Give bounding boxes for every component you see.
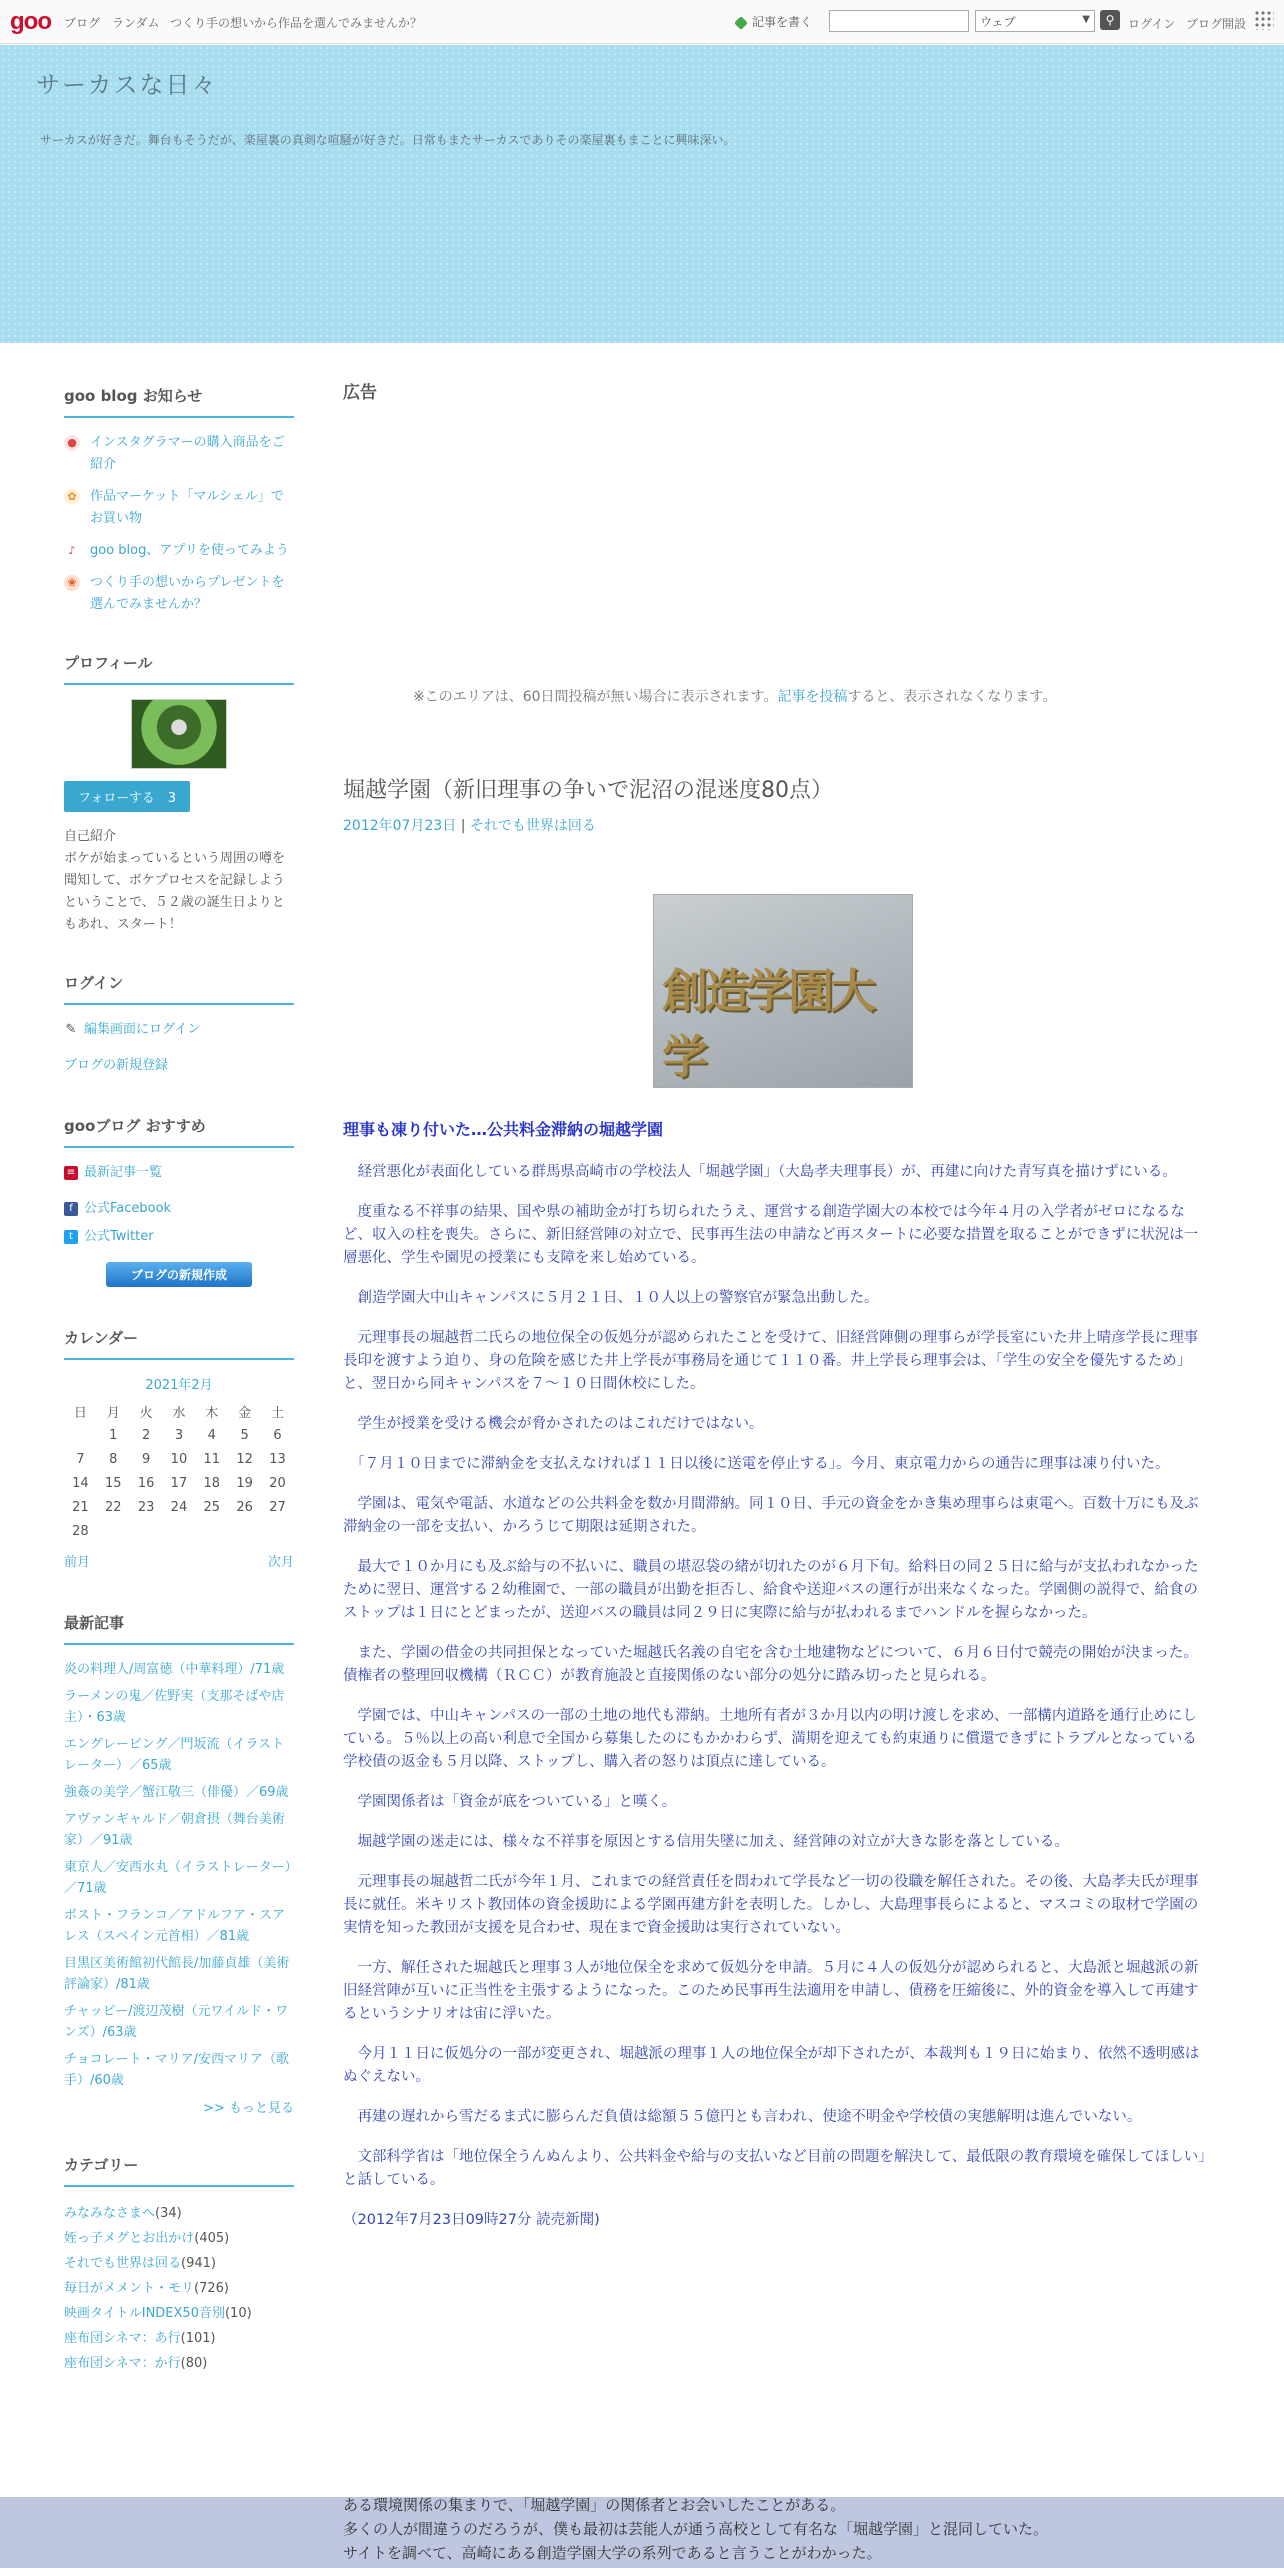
calendar-table — [64, 1399, 294, 1543]
profile-avatar[interactable] — [131, 699, 227, 769]
category-item — [64, 2251, 294, 2276]
article-paragraph: 学園は、電気や電話、水道などの公共料金を数か月間滞納。同１０日、手元の資金をかき集め理事らは東電へ。百数十万にも及ぶ滞納金の一部を支払い、かろうじて期限は延期された。 — [343, 1496, 1199, 1535]
ad-notice-prefix: ※このエリアは、60日間投稿が無い場合に表示されます。 — [413, 689, 778, 705]
nav-random-link[interactable]: ランダム — [112, 16, 160, 30]
category-item — [64, 2276, 294, 2301]
article-paragraph: （2012年7月23日09時27分 読売新聞) — [343, 2212, 600, 2228]
pen-icon — [734, 16, 748, 30]
ad-notice-suffix: すると、表示されなくなります。 — [847, 689, 1057, 705]
calendar-week — [64, 1495, 294, 1519]
gift-icon: ❀ — [64, 575, 80, 591]
article-photo[interactable] — [653, 894, 913, 1088]
calendar-day — [163, 1519, 196, 1543]
article-paragraph: 元理事長の堀越哲二氏らの地位保全の仮処分が認められたことを受けて、旧経営陣側の理事らが学長室にいた井上晴彦学長に理事長印を渡すよう迫り、身の危険を感じた井上学長が事務局を通じて１１０番。井上学長ら理事会は、「学生の安全を優先するため」と、翌日から同キャンパスを７～１０日間休校にした。 — [343, 1330, 1199, 1392]
category-item — [64, 2226, 294, 2251]
category-count: (34) — [155, 2206, 182, 2221]
calendar-prev-link[interactable]: 前月 — [64, 1555, 91, 1570]
calendar-day: 17 — [170, 1475, 188, 1491]
nav-blog-link[interactable]: ブログ — [64, 16, 101, 30]
article-date-link[interactable]: 2012年07月23日 — [343, 818, 457, 834]
blog-header — [0, 45, 1284, 343]
calendar-week — [64, 1519, 294, 1543]
goo-topbar — [0, 0, 1284, 44]
ad-notice — [413, 686, 1056, 706]
latest-articles-label[interactable]: 最新記事一覧 — [84, 1165, 163, 1180]
calendar-day — [130, 1519, 163, 1543]
article-paragraph: 文部科学省は「地位保全うんぬんより、公共料金や給与の支払いなど目前の問題を解決して、最低限の教育環境を確保してほしい」と話している。 — [343, 2149, 1206, 2188]
profile-intro-text: ボケが始まっているという周囲の噂を聞知して、ボケプロセスを記録しようということで、５２歳の誕生日よりともあれ、スタート！ — [64, 851, 286, 932]
category-item — [64, 2201, 294, 2226]
meta-separator: | — [456, 818, 470, 834]
recent-article-link[interactable]: 炎の料理人/周富徳（中華料理）/71歳 — [64, 1662, 285, 1677]
calendar-day: 9 — [141, 1451, 151, 1467]
category-item — [64, 2301, 294, 2326]
calendar-day: 21 — [72, 1499, 89, 1515]
article-meta — [343, 815, 596, 835]
article-paragraph: 創造学園大中山キャンパスに５月２１日、１０人以上の警察官が緊急出動した。 — [343, 1290, 879, 1306]
calendar-week — [64, 1447, 294, 1471]
commentary-line: ある環境関係の集まりで、「堀越学園」の関係者とお会いしたことがある。 — [343, 2496, 846, 2514]
follow-button[interactable]: フォローする 3 — [64, 781, 190, 812]
weekday-header: 月 — [106, 1405, 120, 1421]
category-link[interactable]: みなみなさまへ — [64, 2206, 156, 2221]
category-list — [64, 2201, 294, 2376]
category-link[interactable]: 姪っ子メグとお出かけ — [64, 2231, 195, 2246]
weekday-header: 火 — [139, 1405, 153, 1421]
goo-icon: ≡ — [64, 1166, 78, 1180]
recent-article-link[interactable]: アヴァンギャルド／朝倉摂（舞台美術家）／91歳 — [64, 1812, 285, 1848]
blog-title[interactable]: サーカスな日々 — [36, 71, 218, 99]
chevron-down-icon: ▼ — [1082, 14, 1090, 25]
calendar-day — [64, 1423, 97, 1447]
article-paragraph: 学生が授業を受ける機会が脅かされたのはこれだけではない。 — [343, 1416, 764, 1432]
calendar-day: 11 — [203, 1451, 221, 1467]
ad-heading: 広告 — [343, 383, 377, 403]
article-paragraph: 今月１１日に仮処分の一部が変更され、堀越派の理事１人の地位保全が却下されたが、本裁判も１９日に始まり、依然不透明感はぬぐえない。 — [343, 2046, 1200, 2085]
category-link[interactable]: 毎日がメメント・モリ — [64, 2281, 195, 2296]
recent-heading: 最新記事 — [64, 1612, 294, 1645]
main-content — [343, 378, 1209, 2228]
write-article-label: 記事を書く — [752, 15, 813, 29]
calendar-day: 24 — [170, 1499, 188, 1515]
category-count: (726) — [194, 2281, 229, 2296]
calendar-day: 18 — [203, 1475, 221, 1491]
create-blog-button[interactable]: ブログの新規作成 — [106, 1262, 252, 1287]
calendar-day: 3 — [174, 1427, 184, 1443]
calendar-week — [64, 1471, 294, 1495]
recent-article-link[interactable]: ボスト・フランコ／アドルフア・スアレス（スペイン元首相）／81歳 — [64, 1908, 286, 1944]
notice-item-label[interactable]: インスタグラマーの購入商品をご紹介 — [90, 435, 285, 472]
weekday-header: 日 — [73, 1405, 87, 1421]
edit-login-link[interactable] — [64, 1019, 294, 1041]
profile-heading: プロフィール — [64, 652, 294, 685]
facebook-label[interactable]: 公式Facebook — [84, 1201, 172, 1216]
calendar-week — [64, 1423, 294, 1447]
post-article-link[interactable]: 記事を投稿 — [777, 689, 848, 705]
category-count: (101) — [180, 2331, 216, 2346]
calendar-day: 22 — [104, 1499, 122, 1515]
article-paragraph: 再建の遅れから雪だるま式に膨らんだ負債は総額５５億円とも言われ、使途不明金や学校債の実態解明は進んでいない。 — [343, 2109, 1142, 2125]
article-paragraph: 学園関係者は「資金が底をついている」と嘆く。 — [343, 1794, 677, 1810]
calendar-next-link[interactable]: 次月 — [267, 1555, 294, 1570]
calendar-heading: カレンダー — [64, 1327, 294, 1360]
apps-grid-icon[interactable] — [1254, 10, 1274, 30]
nav-creators-link[interactable]: つくり手の想いから作品を選んでみませんか？ — [170, 16, 423, 30]
article-paragraph: 「７月１０日までに滞納金を支払えなければ１１日以後に送電を停止する」。今月、東京電力からの通告に理事は凍り付いた。 — [343, 1456, 1170, 1472]
calendar-day: 10 — [170, 1451, 188, 1467]
article-paragraph: 堀越学園の迷走には、様々な不祥事を原因とする信用失墜に加え、経営陣の対立が大きな影を落としている。 — [343, 1834, 1069, 1850]
category-count: (941) — [181, 2256, 216, 2271]
calendar-day: 12 — [236, 1451, 253, 1467]
search-scope-select[interactable] — [975, 10, 1095, 32]
calendar-day — [97, 1519, 130, 1543]
recent-article-link[interactable]: チョコレート・マリア/安西マリア（歌手）/60歳 — [64, 2052, 289, 2088]
calendar-day: 16 — [137, 1475, 155, 1491]
login-heading: ログイン — [64, 972, 294, 1005]
camera-icon: ● — [64, 435, 80, 451]
weekday-header: 金 — [238, 1405, 252, 1421]
calendar-month: 2021年2月 — [145, 1378, 213, 1393]
notice-item-label[interactable]: 作品マーケット「マルシェル」でお買い物 — [90, 489, 284, 526]
calendar-day — [261, 1519, 294, 1543]
calendar-day: 20 — [269, 1475, 286, 1491]
article-title[interactable]: 堀越学園（新旧理事の争いで泥沼の混迷度80点） — [343, 778, 833, 803]
twitter-link[interactable] — [64, 1226, 294, 1248]
calendar-day: 5 — [240, 1427, 249, 1443]
calendar-day — [228, 1519, 261, 1543]
calendar-day — [195, 1519, 228, 1543]
latest-articles-link[interactable] — [64, 1162, 294, 1184]
calendar-day: 23 — [137, 1499, 155, 1515]
calendar-day: 15 — [104, 1475, 122, 1491]
search-input[interactable] — [829, 10, 969, 32]
calendar-day: 25 — [203, 1499, 221, 1515]
article-paragraph: 元理事長の堀越哲二氏が今年１月、これまでの経営責任を問われて学長など一切の役職を解任された。その後、大島孝夫氏が理事長に就任。米キリスト教団体の資金援助による学園再建方針を表明した。しかし、大島理事長らによると、マスコミの取材で学園の実情を知った教団が支援を見合わせ、現在まで資金援助は実行されていない。 — [343, 1874, 1199, 1936]
article-headline: 理事も凍り付いた…公共料金滞納の堀越学園 — [343, 1120, 664, 1139]
category-link[interactable]: 座布団シネマ：あ行 — [64, 2331, 181, 2346]
recent-article-link[interactable]: 東京人／安西水丸（イラストレーター）／71歳 — [64, 1860, 292, 1896]
article-paragraph: 学園では、中山キャンパスの一部の土地の地代も滞納。土地所有者が３か月以内の明け渡しを求め、一部構内道路を通行止めにしている。５％以上の高い利息で全国から募集したのにもかかわらず、満期を迎えても約束通りに償還できずにトラブルとなっている学校債の返金も５月以降、ストップし、購入者の怒りは頂点に達している。 — [343, 1708, 1197, 1770]
category-heading: カテゴリー — [64, 2154, 294, 2187]
blog-description: サーカスが好きだ。舞台もそうだが、楽屋裏の真剣な喧騒が好きだ。日常もまたサーカスでありその楽屋裏もまことに興味深い。 — [40, 133, 736, 147]
recent-article-link[interactable]: チャッピー/渡辺茂樹（元ワイルド・ワンズ）/63歳 — [64, 2004, 289, 2040]
open-blog-link[interactable]: ブログ開設 — [1186, 17, 1247, 31]
photo-sign-text: 創造学園大学 — [662, 964, 872, 1084]
music-note-icon: ♪ — [68, 544, 76, 557]
weekday-header: 水 — [172, 1405, 186, 1421]
category-link[interactable]: 座布団シネマ：か行 — [64, 2356, 181, 2371]
article-commentary — [343, 2493, 1209, 2565]
category-count: (80) — [180, 2356, 208, 2371]
commentary-line: サイトを調べて、高崎にある創造学園大学の系列であると言うことがわかった。 — [343, 2544, 882, 2562]
notice-heading: goo blog お知らせ — [64, 385, 294, 418]
weekday-header: 土 — [271, 1405, 285, 1421]
notice-item[interactable] — [64, 540, 294, 562]
calendar-day: 6 — [273, 1427, 282, 1443]
article-paragraph: 度重なる不祥事の結果、国や県の補助金が打ち切られたうえ、運営する創造学園大の本校では今年４月の入学者がゼロになるなど、収入の柱を喪失。さらに、新旧経営陣の対立で、民事再生法の申請など再スタートに必要な措置を取ることができずに状況は一層悪化、学生や園児の授業にも支障を来し始めている。 — [343, 1204, 1199, 1266]
category-item — [64, 2326, 294, 2351]
write-article-button[interactable] — [734, 13, 812, 30]
category-count: (10) — [224, 2306, 252, 2321]
edit-login-label[interactable]: 編集画面にログイン — [84, 1022, 201, 1037]
recent-article-link[interactable]: 強姦の美学／蟹江敬三（俳優）／69歳 — [64, 1785, 289, 1800]
more-articles-link[interactable]: >> もっと見る — [203, 2101, 294, 2116]
category-count: (405) — [194, 2231, 230, 2246]
profile-intro-label: 自己紹介 — [64, 829, 117, 844]
notice-item-label[interactable]: goo blog、アプリを使ってみよう — [90, 543, 289, 558]
twitter-icon: t — [64, 1230, 78, 1244]
recent-article-link[interactable]: ラーメンの鬼／佐野実（支那そばや店主）・63歳 — [64, 1689, 285, 1725]
notice-item-label[interactable]: つくり手の想いからプレゼントを選んでみませんか？ — [90, 575, 285, 612]
article-paragraph: また、学園の借金の共同担保となっていた堀越氏名義の自宅を含む土地建物などについて、６月６日付で競売の開始が決まった。債権者の整理回収機構（ＲＣＣ）が教育施設と直接関係のない部分の処分に踏み切ったと見られる。 — [343, 1645, 1198, 1684]
calendar-day: 19 — [236, 1475, 253, 1491]
category-link[interactable]: 映画タイトルINDEX50音別 — [64, 2306, 225, 2321]
twitter-label[interactable]: 公式Twitter — [84, 1229, 154, 1244]
calendar-day: 8 — [109, 1451, 118, 1467]
commentary-line: 多くの人が間違うのだろうが、僕も最初は芸能人が通う高校として有名な「堀越学園」と混同していた。 — [343, 2520, 1049, 2538]
article-paragraph: 一方、解任された堀越氏と理事３人が地位保全を求めて仮処分を申請。５月に４人の仮処分が認められると、大島派と堀越派の新旧経営陣が互いに正当性を主張するようになった。このため民事再生法適用を申請し、債務を圧縮後に、外的資金を導入して再建するというシナリオは宙に浮いた。 — [343, 1960, 1199, 2022]
notice-item[interactable] — [64, 572, 294, 616]
calendar-day: 4 — [207, 1427, 216, 1443]
calendar-day: 26 — [236, 1499, 253, 1515]
facebook-icon: f — [64, 1202, 78, 1216]
weekday-header: 木 — [205, 1405, 219, 1421]
article-body — [343, 1118, 1209, 2249]
article-category-link[interactable]: それでも世界は回る — [469, 818, 596, 834]
recent-article-link[interactable]: 目黒区美術館初代館長/加藤貞雄（美術評論家）/81歳 — [64, 1956, 290, 1992]
goo-logo[interactable]: goo — [10, 8, 51, 35]
search-scope-value: ウェブ — [980, 15, 1016, 29]
register-blog-link[interactable]: ブログの新規登録 — [64, 1058, 169, 1073]
login-link[interactable]: ログイン — [1128, 17, 1176, 31]
calendar-day: 7 — [76, 1451, 85, 1467]
sidebar — [64, 385, 294, 2376]
search-button[interactable] — [1100, 10, 1120, 30]
recent-articles-list — [64, 1659, 294, 2091]
search-icon: ⚲ — [1105, 13, 1115, 27]
recent-article-link[interactable]: エングレービング／門坂流（イラストレーター）／65歳 — [64, 1737, 285, 1773]
facebook-link[interactable] — [64, 1198, 294, 1220]
calendar-day: 2 — [141, 1427, 151, 1443]
notice-item[interactable] — [64, 432, 294, 476]
recommend-heading: gooブログ おすすめ — [64, 1115, 294, 1148]
calendar-day: 28 — [72, 1523, 89, 1539]
calendar-day: 27 — [269, 1499, 286, 1515]
article-paragraph: 経営悪化が表面化している群馬県高崎市の学校法人「堀越学園」（大島孝夫理事長）が、再建に向けた青写真を描けずにいる。 — [343, 1164, 1177, 1180]
calendar-day: 1 — [109, 1427, 118, 1443]
market-icon: ✿ — [64, 489, 80, 505]
category-item — [64, 2351, 294, 2376]
category-link[interactable]: それでも世界は回る — [64, 2256, 182, 2271]
pencil-icon: ✎ — [65, 1021, 77, 1037]
article-paragraph: 最大で１０か月にも及ぶ給与の不払いに、職員の堪忍袋の緒が切れたのが６月下旬。給料日の同２５日に給与が支払われなかったために翌日、運営する２幼稚園で、一部の職員が出勤を拒否し、給食や送迎バスの運行が出来なくなった。学園側の説得で、給食のストップは１日にとどまったが、送迎バスの職員は同２９日に実際に給与が払われるまでハンドルを握らなかった。 — [343, 1559, 1199, 1621]
notice-item[interactable] — [64, 486, 294, 530]
calendar-day: 13 — [269, 1451, 286, 1467]
calendar-day: 14 — [72, 1475, 89, 1491]
